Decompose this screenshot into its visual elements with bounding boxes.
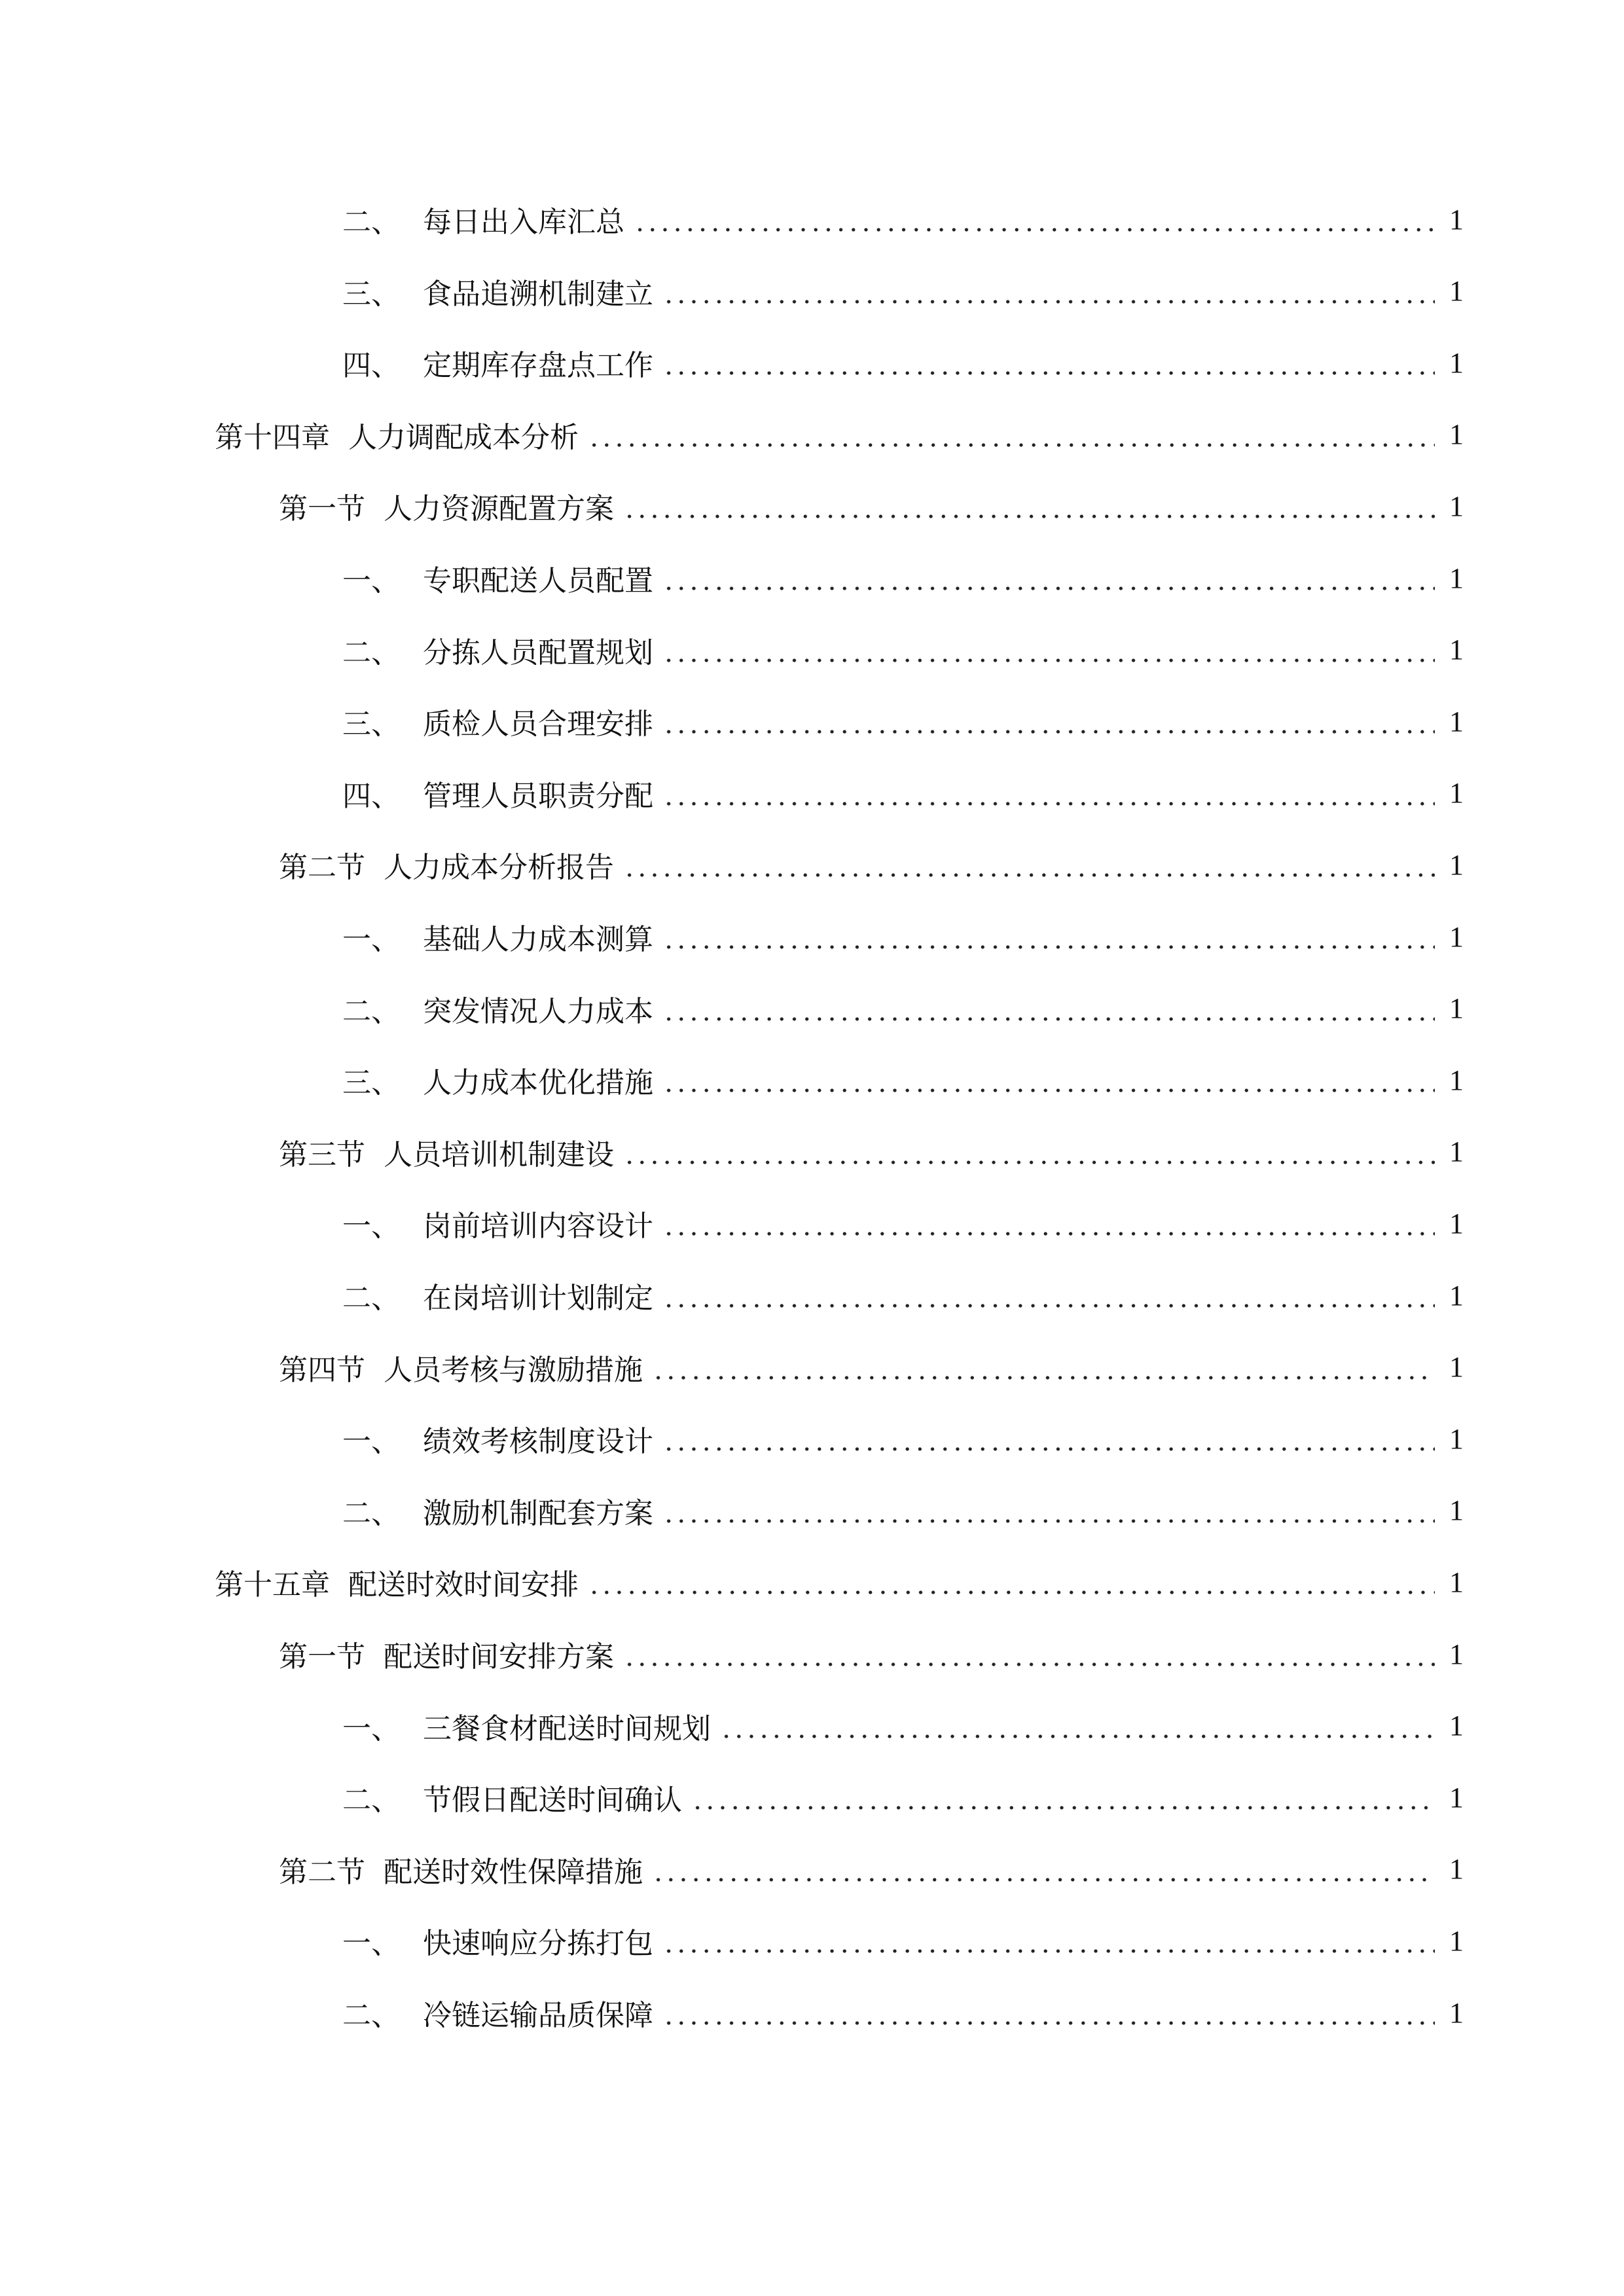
toc-entry-page-number: 1 xyxy=(1449,346,1464,379)
toc-entry-number: 二、 xyxy=(342,1784,400,1818)
toc-entry-title: 快速响应分拣打包 xyxy=(423,1927,653,1961)
toc-entry-page-number: 1 xyxy=(1449,562,1464,594)
toc-dot-leader xyxy=(634,227,1435,232)
toc-entry-title: 分拣人员配置规划 xyxy=(423,636,653,670)
toc-entry[interactable] xyxy=(342,1765,1464,1830)
toc-entry-page-number: 1 xyxy=(1449,418,1464,451)
toc-entry-number: 一、 xyxy=(342,564,400,598)
toc-entry[interactable] xyxy=(279,1837,1464,1902)
toc-entry[interactable] xyxy=(342,545,1464,611)
toc-entry[interactable] xyxy=(215,402,1464,467)
toc-entry-page-number: 1 xyxy=(1449,1494,1464,1527)
toc-dot-leader xyxy=(623,1160,1435,1165)
toc-entry-title: 人力成本优化措施 xyxy=(423,1066,653,1100)
toc-entry-title: 人力调配成本分析 xyxy=(348,420,579,454)
toc-entry[interactable] xyxy=(342,1478,1464,1543)
toc-entry-number: 一、 xyxy=(342,923,400,956)
toc-entry-number: 二、 xyxy=(342,1999,400,2032)
toc-entry[interactable] xyxy=(342,259,1464,324)
toc-dot-leader xyxy=(662,299,1435,304)
toc-entry-title: 冷链运输品质保障 xyxy=(423,1999,653,2032)
toc-entry-title: 人员培训机制建设 xyxy=(384,1138,614,1172)
toc-dot-leader xyxy=(662,586,1435,591)
toc-dot-leader xyxy=(662,729,1435,734)
toc-entry-page-number: 1 xyxy=(1449,848,1464,881)
toc-entry-title: 突发情况人力成本 xyxy=(423,994,653,1028)
toc-entry-number: 第三节 xyxy=(279,1138,365,1172)
toc-entry[interactable] xyxy=(342,1406,1464,1471)
toc-entry[interactable] xyxy=(342,330,1464,395)
toc-entry-title: 配送时效性保障措施 xyxy=(384,1855,643,1889)
toc-entry-title: 人员考核与激励措施 xyxy=(384,1353,643,1387)
toc-entry-title: 节假日配送时间确认 xyxy=(423,1784,682,1818)
toc-entry[interactable] xyxy=(342,1693,1464,1759)
toc-entry-page-number: 1 xyxy=(1449,203,1464,236)
toc-entry-page-number: 1 xyxy=(1449,705,1464,738)
toc-entry-page-number: 1 xyxy=(1449,1781,1464,1814)
toc-entry-number: 二、 xyxy=(342,636,400,670)
toc-entry-title: 配送时间安排方案 xyxy=(384,1640,614,1674)
toc-entry-number: 一、 xyxy=(342,1210,400,1244)
toc-entry-number: 四、 xyxy=(342,779,400,813)
toc-entry-title: 质检人员合理安排 xyxy=(423,708,653,742)
toc-entry-number: 三、 xyxy=(342,1066,400,1100)
toc-entry[interactable] xyxy=(279,1335,1464,1400)
toc-dot-leader xyxy=(588,442,1435,448)
toc-entry-page-number: 1 xyxy=(1449,992,1464,1025)
toc-entry-title: 管理人员职责分配 xyxy=(423,779,653,813)
toc-entry-page-number: 1 xyxy=(1449,1710,1464,1742)
toc-entry-page-number: 1 xyxy=(1449,1351,1464,1384)
toc-entry-page-number: 1 xyxy=(1449,1207,1464,1240)
toc-dot-leader xyxy=(691,1805,1435,1810)
toc-dot-leader xyxy=(652,1877,1435,1882)
toc-dot-leader xyxy=(662,1518,1435,1524)
toc-entry-page-number: 1 xyxy=(1449,1853,1464,1886)
toc-entry-page-number: 1 xyxy=(1449,634,1464,666)
toc-entry-title: 激励机制配套方案 xyxy=(423,1496,653,1530)
toc-entry-number: 四、 xyxy=(342,349,400,383)
toc-entry-title: 人力资源配置方案 xyxy=(384,492,614,526)
toc-dot-leader xyxy=(623,1662,1435,1667)
toc-entry-number: 一、 xyxy=(342,1712,400,1746)
toc-entry-number: 一、 xyxy=(342,1927,400,1961)
toc-entry-title: 定期库存盘点工作 xyxy=(423,349,653,383)
toc-dot-leader xyxy=(623,514,1435,519)
toc-entry-number: 二、 xyxy=(342,1282,400,1315)
toc-dot-leader xyxy=(662,370,1435,376)
toc-dot-leader xyxy=(662,1948,1435,1954)
toc-entry[interactable] xyxy=(342,187,1464,252)
toc-entry-number: 二、 xyxy=(342,1496,400,1530)
toc-entry[interactable] xyxy=(279,1621,1464,1687)
toc-entry-page-number: 1 xyxy=(1449,490,1464,522)
toc-dot-leader xyxy=(662,1446,1435,1452)
toc-entry[interactable] xyxy=(279,473,1464,539)
toc-entry[interactable] xyxy=(342,1908,1464,1973)
toc-entry-number: 二、 xyxy=(342,994,400,1028)
toc-dot-leader xyxy=(662,2020,1435,2026)
toc-entry[interactable] xyxy=(342,976,1464,1041)
toc-entry-title: 基础人力成本测算 xyxy=(423,923,653,956)
toc-entry-page-number: 1 xyxy=(1449,1279,1464,1312)
toc-dot-leader xyxy=(652,1375,1435,1380)
toc-entry-page-number: 1 xyxy=(1449,777,1464,810)
toc-entry-title: 配送时效时间安排 xyxy=(348,1568,579,1602)
toc-dot-leader xyxy=(662,1088,1435,1093)
toc-entry-page-number: 1 xyxy=(1449,1996,1464,2029)
toc-entry-title: 人力成本分析报告 xyxy=(384,851,614,885)
toc-entry-page-number: 1 xyxy=(1449,1064,1464,1096)
toc-entry[interactable] xyxy=(342,617,1464,683)
toc-entry-page-number: 1 xyxy=(1449,275,1464,308)
toc-entry[interactable] xyxy=(342,904,1464,969)
toc-entry-page-number: 1 xyxy=(1449,1422,1464,1455)
toc-dot-leader xyxy=(662,1231,1435,1236)
toc-entry-title: 食品追溯机制建立 xyxy=(423,277,653,311)
toc-entry-number: 三、 xyxy=(342,277,400,311)
toc-entry[interactable] xyxy=(342,1263,1464,1328)
toc-entry[interactable] xyxy=(279,1119,1464,1185)
toc-entry-title: 绩效考核制度设计 xyxy=(423,1425,653,1459)
toc-entry-number: 第一节 xyxy=(279,1640,365,1674)
toc-dot-leader xyxy=(662,1303,1435,1308)
toc-entry-page-number: 1 xyxy=(1449,1136,1464,1168)
toc-entry-number: 第四节 xyxy=(279,1353,365,1387)
toc-dot-leader xyxy=(662,1016,1435,1022)
toc-entry[interactable] xyxy=(342,1047,1464,1113)
toc-dot-leader xyxy=(662,944,1435,950)
toc-entry-title: 专职配送人员配置 xyxy=(423,564,653,598)
toc-entry-number: 第一节 xyxy=(279,492,365,526)
toc-entry[interactable] xyxy=(279,832,1464,897)
toc-entry-title: 岗前培训内容设计 xyxy=(423,1210,653,1244)
toc-entry-number: 三、 xyxy=(342,708,400,742)
toc-dot-leader xyxy=(623,872,1435,878)
toc-entry-number: 第十四章 xyxy=(215,420,330,454)
toc-entry-title: 每日出入库汇总 xyxy=(423,206,624,239)
toc-entry-title: 三餐食材配送时间规划 xyxy=(423,1712,711,1746)
toc-entry-number: 一、 xyxy=(342,1425,400,1459)
toc-dot-leader xyxy=(720,1734,1435,1739)
toc-entry-page-number: 1 xyxy=(1449,1566,1464,1598)
toc-entry-number: 第二节 xyxy=(279,1855,365,1889)
toc-entry-page-number: 1 xyxy=(1449,1924,1464,1957)
toc-entry[interactable] xyxy=(215,1549,1464,1615)
toc-entry[interactable] xyxy=(342,1980,1464,2045)
toc-entry-page-number: 1 xyxy=(1449,920,1464,953)
toc-dot-leader xyxy=(662,658,1435,663)
toc-entry-number: 第十五章 xyxy=(215,1568,330,1602)
toc-entry-title: 在岗培训计划制定 xyxy=(423,1282,653,1315)
toc-entry-number: 第二节 xyxy=(279,851,365,885)
toc-entry-number: 二、 xyxy=(342,206,400,239)
toc-entry-page-number: 1 xyxy=(1449,1638,1464,1670)
toc-dot-leader xyxy=(662,801,1435,806)
toc-entry[interactable] xyxy=(342,689,1464,754)
toc-entry[interactable] xyxy=(342,1191,1464,1256)
toc-entry[interactable] xyxy=(342,761,1464,826)
toc-dot-leader xyxy=(588,1590,1435,1595)
